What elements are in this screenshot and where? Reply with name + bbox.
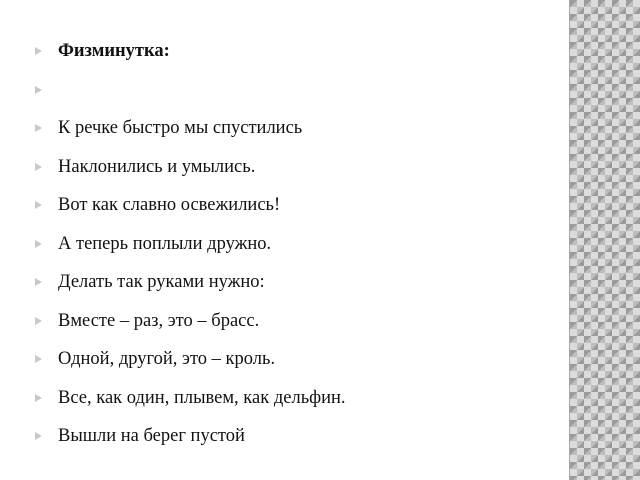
triangle-bullet-icon — [35, 278, 42, 286]
triangle-bullet-icon — [35, 355, 42, 363]
list-item-text: Физминутка: — [58, 41, 170, 61]
list-item — [34, 230, 554, 260]
list-item-title — [34, 37, 554, 67]
list-item-text: Делать так руками нужно: — [58, 272, 265, 292]
list-item — [34, 384, 554, 414]
bullet-list — [34, 37, 554, 461]
list-item-text: К речке быстро мы спустились — [58, 118, 303, 138]
triangle-bullet-icon — [35, 47, 42, 55]
triangle-bullet-icon — [35, 394, 42, 402]
list-item-text: Вот как славно освежились! — [58, 195, 281, 215]
list-item-text: Одной, другой, это – кроль. — [58, 349, 276, 369]
list-item — [34, 268, 554, 298]
list-item — [34, 307, 554, 337]
list-item — [34, 153, 554, 183]
triangle-bullet-icon — [35, 432, 42, 440]
list-item — [34, 114, 554, 144]
triangle-bullet-icon — [35, 201, 42, 209]
list-item-text: Вместе – раз, это – брасс. — [58, 310, 260, 331]
list-item — [34, 422, 554, 452]
triangle-bullet-icon — [35, 124, 42, 132]
list-item-text: А теперь поплыли дружно. — [58, 233, 272, 254]
list-item — [34, 345, 554, 375]
list-item-empty — [34, 76, 554, 106]
triangle-bullet-icon — [35, 317, 42, 325]
triangle-bullet-icon — [35, 163, 42, 171]
list-item-text: Все, как один, плывем, как дельфин. — [58, 387, 346, 408]
list-item-text: Наклонились и умылись. — [58, 156, 256, 177]
decorative-side-band — [569, 0, 640, 480]
list-item — [34, 191, 554, 221]
list-item-text: Вышли на берег пустой — [58, 426, 245, 446]
triangle-bullet-icon — [35, 240, 42, 248]
triangle-bullet-icon — [35, 86, 42, 94]
